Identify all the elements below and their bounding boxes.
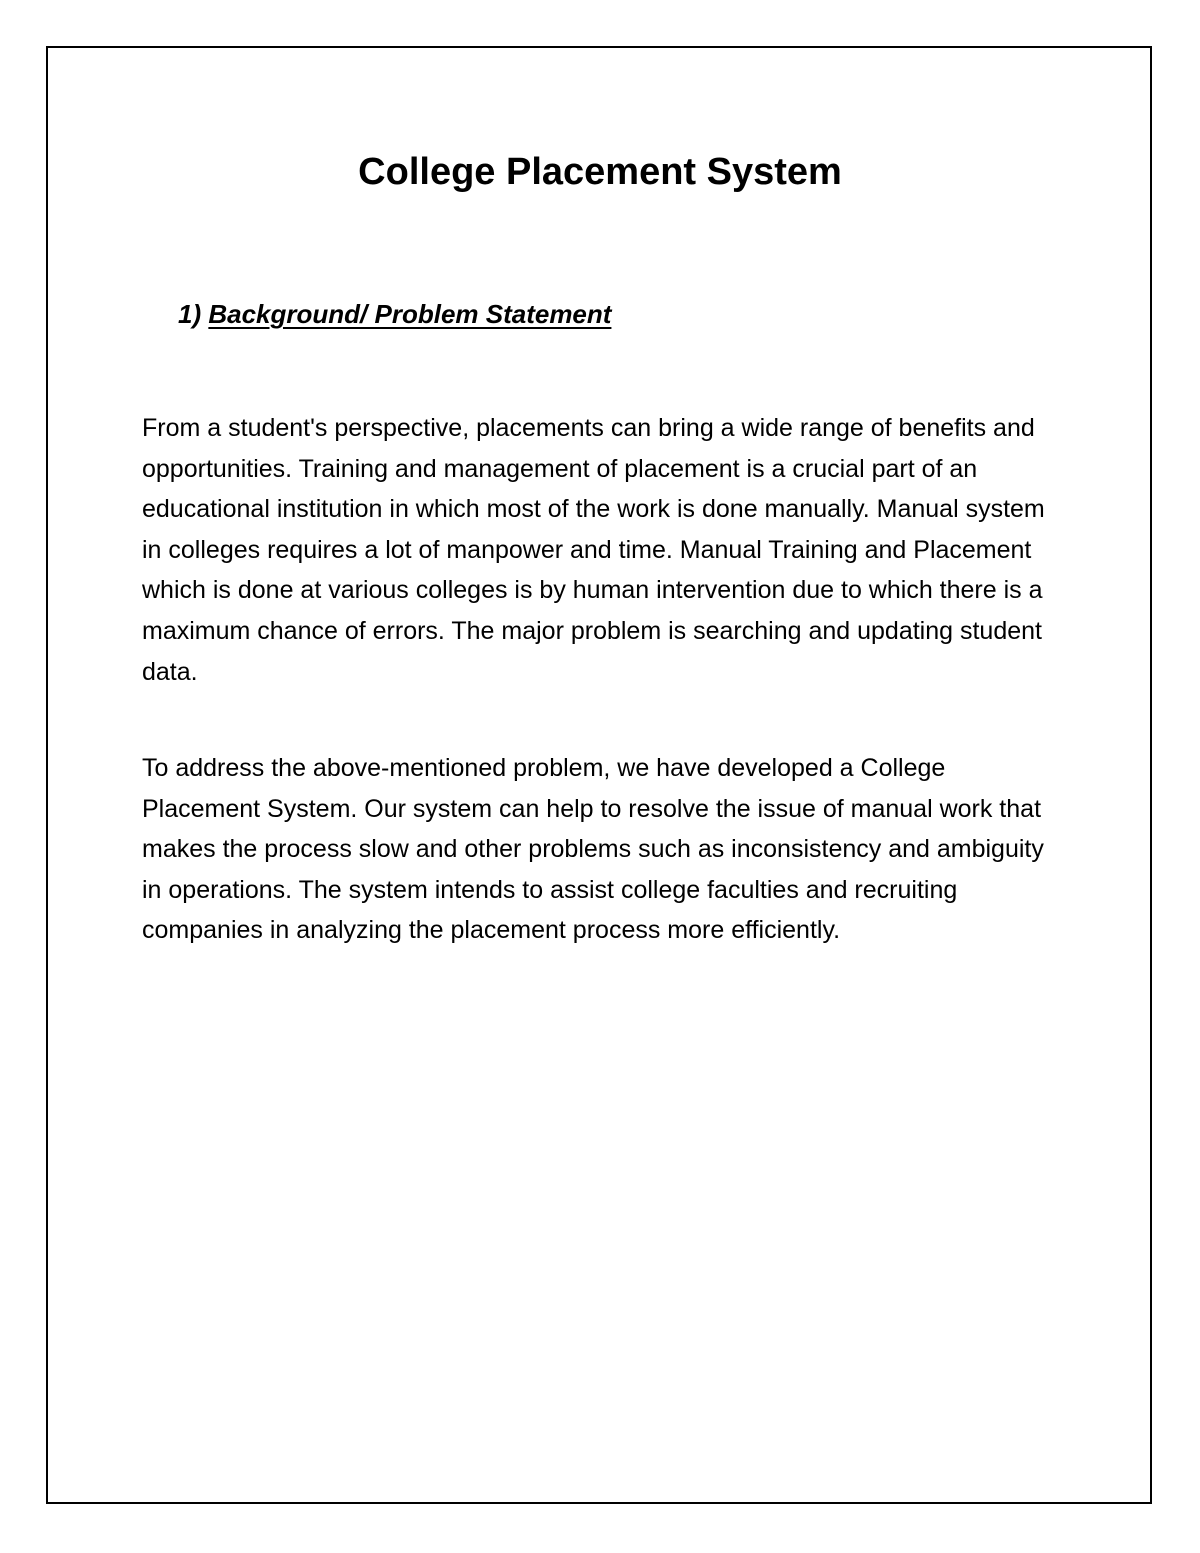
paragraph-problem: From a student's perspective, placements can bring a wide range of benefits and opportunities. Training and management of placement is a crucial part of an educational institution in which most of the work is done manually. Manual system in colleges requires a lot of manpower and time. Manual Training and Placement which is done at various colleges is by human intervention due to which there is a maximum chance of errors. The major problem is searching and updating student data.: [142, 414, 1045, 686]
section-number: 1): [178, 299, 202, 329]
paragraph-solution: To address the above-mentioned problem, we have developed a College Placement System. Our system can help to resolve the issue of manual work that makes the process slow and other problems such as inconsistency and ambiguity in operations. The system intends to assist college faculties and recruiting companies in analyzing the placement process more efficiently.: [142, 754, 1044, 945]
section-heading: [178, 296, 611, 332]
document-title: College Placement System: [358, 151, 842, 193]
section-heading-text: Background/ Problem Statement: [208, 299, 612, 329]
